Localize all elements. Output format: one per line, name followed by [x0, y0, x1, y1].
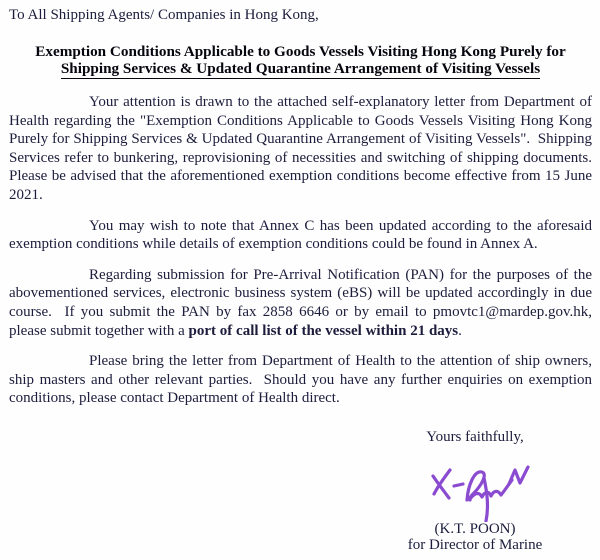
paragraph-pan-submission-period: . [458, 322, 462, 339]
paragraph-exemption-conditions: Your attention is drawn to the attached self-explanatory letter from Department of Health regarding the "Exemption Conditions Applicable to Goods Vessels Visiting Hong Kong Purely for Shipping Services & Updated Quarantine Arrangement of Visiting Vessels". Shipping Services refer to bunkering, reprovisioning of necessities and switching of shipping documents. Please be advised that the aforementioned exemption conditions become effective from 15 June 2021. [9, 94, 600, 203]
letter-title-line1: Exemption Conditions Applicable to Goods Vessels Visiting Hong Kong Purely for [35, 43, 566, 60]
signer-name: (K.T. POON) [434, 521, 516, 537]
paragraph-annex-update: You may wish to note that Annex C has been updated according to the aforesaid exemption conditions while details of exemption conditions could be found in Annex A. [9, 217, 596, 253]
letter-title-line2: Shipping Services & Updated Quarantine Arrangement of Visiting Vessels [61, 61, 540, 80]
paragraph-pan-submission [9, 266, 596, 340]
valediction: Yours faithfully, [426, 429, 524, 445]
port-of-call-bold-text: port of call list of the vessel within 21 days [188, 322, 459, 339]
signer-role: for Director of Marine [407, 536, 543, 553]
kt-poon-signature-icon [426, 450, 546, 522]
letter-title [9, 44, 592, 79]
signature-area [386, 450, 586, 522]
letter-salutation: To All Shipping Agents/ Companies in Hong Kong, [9, 7, 319, 23]
closing-block [375, 428, 575, 553]
paragraph-bring-letter: Please bring the letter from Department of Health to the attention of ship owners, ship masters and other relevant parties. Should you have any further enquiries on exemption conditions, please contact Department of Health direct. [9, 353, 596, 407]
paragraph-pan-submission-text: Regarding submission for Pre-Arrival Notification (PAN) for the purposes of the abovementioned services, electronic business system (eBS) will be updated accordingly in due course. If you submit the PAN by fax 2858 6646 or by email to pmovtc1@mardep.gov.hk, please submit together with a [9, 266, 596, 339]
